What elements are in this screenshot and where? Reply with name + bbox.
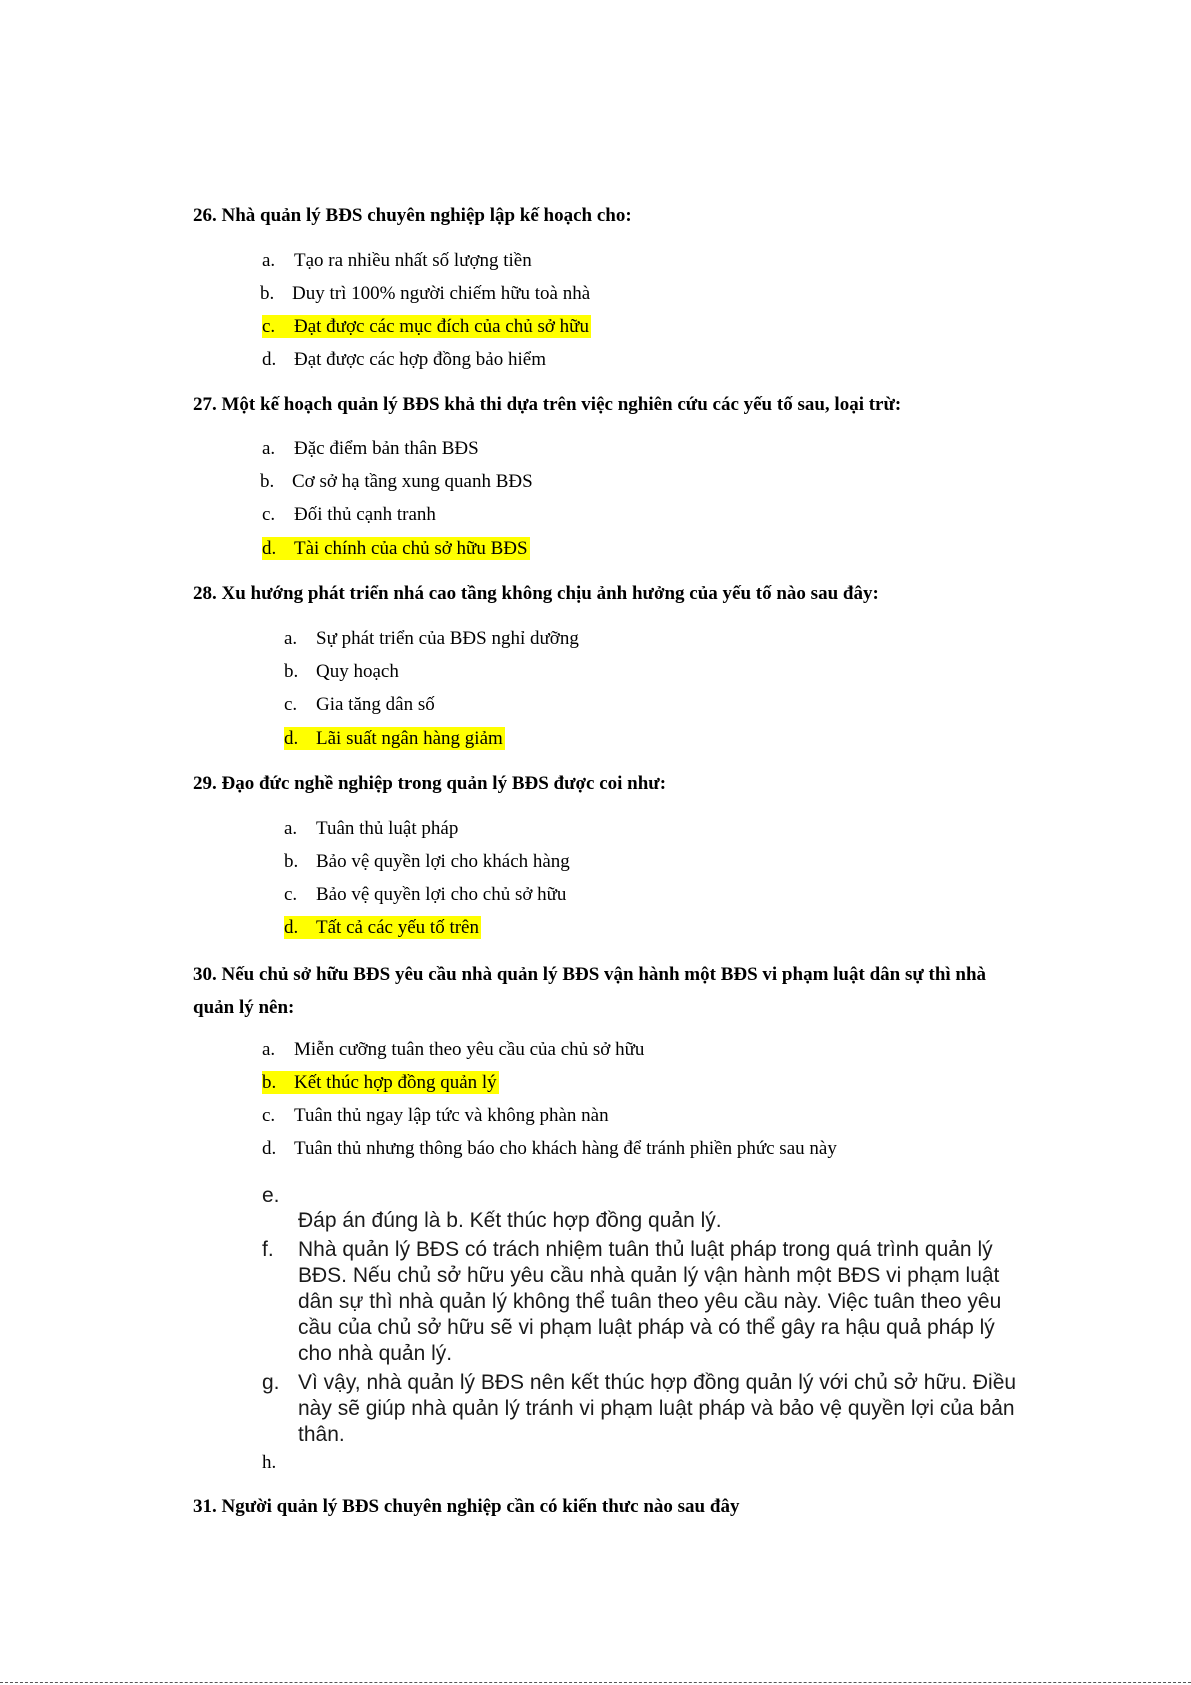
option-letter: d.	[284, 917, 299, 938]
paragraph-line: dân sự thì nhà quản lý không thể tuân theo yêu cầu này. Việc tuân theo yêu	[298, 1290, 1002, 1313]
question-29-option-b	[284, 850, 570, 874]
explanation-item-e	[262, 1183, 1122, 1209]
option-letter: b.	[260, 471, 275, 492]
option-letter: c.	[284, 884, 298, 905]
question-28-title: 28. Xu hướng phát triển nhá cao tầng không chịu ảnh hưởng của yếu tố nào sau đây:	[193, 583, 879, 604]
option-letter: d.	[262, 1138, 277, 1159]
paragraph-line: BĐS. Nếu chủ sở hữu yêu cầu nhà quản lý vận hành một BĐS vi phạm luật	[298, 1264, 1000, 1287]
question-28-option-b	[284, 660, 399, 684]
list-letter: e.	[262, 1184, 280, 1207]
option-letter: a.	[262, 438, 276, 459]
paragraph-line: cầu của chủ sở hữu sẽ vi phạm luật pháp và có thể gây ra hậu quả pháp lý	[298, 1316, 995, 1339]
option-letter: b.	[262, 1072, 277, 1093]
option-letter: c.	[262, 1105, 276, 1126]
option-text: Cơ sở hạ tầng xung quanh BĐS	[292, 471, 533, 492]
question-27-option-c	[262, 503, 436, 527]
question-28-option-d-answer	[284, 727, 505, 751]
option-text: Kết thúc hợp đồng quản lý	[294, 1072, 497, 1093]
page-bottom-divider	[0, 1682, 1191, 1683]
question-30-option-d	[262, 1137, 837, 1161]
question-31-title: 31. Người quản lý BĐS chuyên nghiệp cần có kiến thưc nào sau đây	[193, 1496, 740, 1517]
option-text: Bảo vệ quyền lợi cho chủ sở hữu	[316, 884, 567, 905]
question-29-option-a	[284, 817, 458, 841]
explanation-item-g	[262, 1370, 1122, 1450]
option-letter: b.	[284, 661, 299, 682]
list-letter: f.	[262, 1238, 274, 1261]
question-26-option-a	[262, 249, 532, 273]
option-letter: d.	[262, 349, 277, 370]
list-letter: h.	[262, 1452, 277, 1473]
option-text: Quy hoạch	[316, 661, 399, 682]
option-text: Gia tăng dân số	[316, 694, 435, 715]
question-27-option-a	[262, 437, 479, 461]
paragraph-line: Nhà quản lý BĐS có trách nhiệm tuân thủ luật pháp trong quá trình quản lý	[298, 1238, 993, 1261]
explanation-paragraph-g	[298, 1370, 1118, 1448]
question-26-title: 26. Nhà quản lý BĐS chuyên nghiệp lập kế hoạch cho:	[193, 205, 632, 226]
question-30-title-line2: quản lý nên:	[193, 997, 295, 1018]
question-30-option-a	[262, 1038, 644, 1062]
question-26-option-c-answer	[262, 315, 591, 339]
question-30-title-line1: 30. Nếu chủ sở hữu BĐS yêu cầu nhà quản lý BĐS vận hành một BĐS vi phạm luật dân sự thì nhà	[193, 964, 987, 985]
question-26-option-b	[260, 282, 590, 306]
paragraph-line: này sẽ giúp nhà quản lý tránh vi phạm luật pháp và bảo vệ quyền lợi của bản	[298, 1397, 1015, 1420]
option-letter: a.	[262, 1039, 276, 1060]
option-text: Tuân thủ nhưng thông báo cho khách hàng để tránh phiền phức sau này	[294, 1138, 837, 1159]
option-text: Lãi suất ngân hàng giảm	[316, 728, 503, 749]
option-text: Tất cả các yếu tố trên	[316, 917, 479, 938]
question-29-option-d-answer	[284, 916, 481, 940]
option-letter: b.	[284, 851, 299, 872]
option-text: Bảo vệ quyền lợi cho khách hàng	[316, 851, 570, 872]
explanation-item-f	[262, 1237, 1122, 1367]
question-29-option-c	[284, 883, 566, 907]
paragraph-line: cho nhà quản lý.	[298, 1342, 453, 1365]
question-28-option-a	[284, 627, 579, 651]
option-text: Đặc điểm bản thân BĐS	[294, 438, 479, 459]
question-30-option-b-answer	[262, 1071, 499, 1095]
option-letter: a.	[262, 250, 276, 271]
option-letter: c.	[262, 504, 276, 525]
option-text: Sự phát triển của BĐS nghỉ dưỡng	[316, 628, 579, 649]
option-letter: d.	[262, 538, 277, 559]
paragraph-line: thân.	[298, 1423, 345, 1446]
option-letter: c.	[262, 316, 276, 337]
option-text: Tạo ra nhiều nhất số lượng tiền	[294, 250, 532, 271]
question-27-option-b	[260, 470, 533, 494]
question-26-option-d	[262, 348, 546, 372]
option-text: Tài chính của chủ sở hữu BĐS	[294, 538, 528, 559]
option-letter: a.	[284, 818, 298, 839]
option-text: Miễn cưỡng tuân theo yêu cầu của chủ sở hữu	[294, 1039, 645, 1060]
explanation-answer	[262, 1208, 1122, 1234]
option-letter: b.	[260, 283, 275, 304]
question-27-option-d-answer	[262, 537, 530, 561]
option-letter: a.	[284, 628, 298, 649]
paragraph-line: Vì vậy, nhà quản lý BĐS nên kết thúc hợp đồng quản lý với chủ sở hữu. Điều	[298, 1371, 1017, 1394]
question-28-option-c	[284, 693, 435, 717]
option-letter: d.	[284, 728, 299, 749]
option-letter: c.	[284, 694, 298, 715]
explanation-item-h	[262, 1451, 294, 1475]
question-27-title: 27. Một kế hoạch quản lý BĐS khả thi dựa trên việc nghiên cứu các yếu tố sau, loại trừ:	[193, 394, 902, 415]
question-29-title: 29. Đạo đức nghề nghiệp trong quản lý BĐS được coi như:	[193, 773, 667, 794]
option-text: Tuân thủ luật pháp	[316, 818, 459, 839]
question-30-option-c	[262, 1104, 609, 1128]
option-text: Duy trì 100% người chiếm hữu toà nhà	[292, 283, 591, 304]
explanation-answer-text: Đáp án đúng là b. Kết thúc hợp đồng quản lý.	[298, 1209, 722, 1232]
explanation-paragraph-f	[298, 1237, 1118, 1367]
list-letter: g.	[262, 1371, 280, 1394]
option-text: Đạt được các mục đích của chủ sở hữu	[294, 316, 589, 337]
option-text: Tuân thủ ngay lập tức và không phàn nàn	[294, 1105, 609, 1126]
option-text: Đối thủ cạnh tranh	[294, 504, 436, 525]
option-text: Đạt được các hợp đồng bảo hiểm	[294, 349, 546, 370]
